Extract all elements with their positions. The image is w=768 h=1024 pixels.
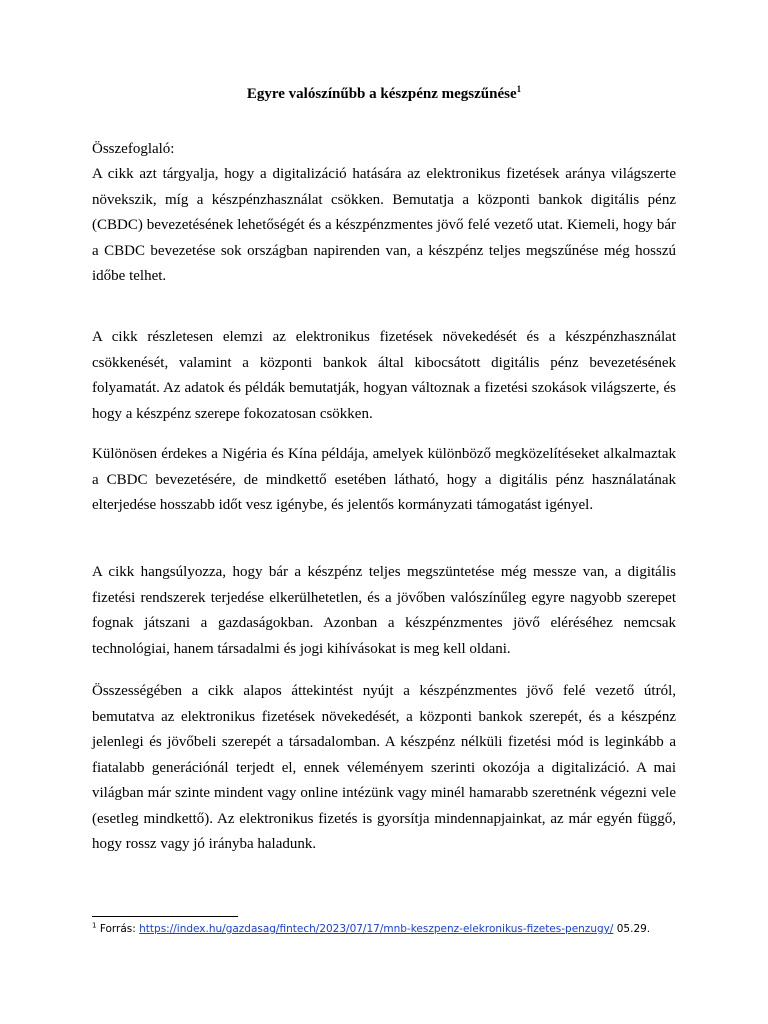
body-paragraph-4: Összességében a cikk alapos áttekintést nyújt a készpénzmentes jövő felé vezető útról, bemutatva az elektronikus fizetések növekedését, a központi bankok szerepét, és a készpénz jelenlegi és jövőbeli szerepét a társadalomban. A készpénz nélküli fizetési mód is leginkább a fiatalabb generációnál terjedt el, ennek véleményem szerinti okozója a digitalizáció. A mai világban már szinte mindent vagy online intézünk vagy minél hamarabb szeretnénk végezni vele (esetleg mindkettő). Az elektronikus fizetés is gyorsítja mindennapjainkat, az már egyén függő, hogy rossz vagy jó irányba haladunk. <box>92 683 676 852</box>
body-paragraph-2: Különösen érdekes a Nigéria és Kína példája, amelyek különböző megközelítéseket alkalmaztak a CBDC bevezetésére, de mindkettő esetében látható, hogy a digitális pénz használatának elterjedése hosszabb időt vesz igénybe, és jelentős kormányzati támogatást igényel. <box>92 446 676 513</box>
summary-paragraph: A cikk azt tárgyalja, hogy a digitalizáció hatására az elektronikus fizetések aránya világszerte növekszik, míg a készpénzhasználat csökken. Bemutatja a központi bankok digitális pénz (CBDC) bevezetésének lehetőségét és a készpénzmentes jövő felé vezető utat. Kiemeli, hogy bár a CBDC bevezetése sok országban napirenden van, a készpénz teljes megszűnése még hosszú időbe telhet. <box>92 166 676 284</box>
body-paragraph-3: A cikk hangsúlyozza, hogy bár a készpénz teljes megszüntetése még messze van, a digitális fizetési rendszerek terjedése elkerülhetetlen, és a jövőben valószínűleg egyre nagyobb szerepet fognak játszani a gazdaságokban. Azonban a készpénzmentes jövő eléréséhez nemcsak technológiai, hanem társadalmi és jogi kihívásokat is meg kell oldani. <box>92 564 676 657</box>
summary-label: Összefoglaló: <box>92 141 175 157</box>
footnote <box>92 922 692 936</box>
footnote-date: 05.29. <box>616 923 651 935</box>
document-title <box>92 84 676 104</box>
body-paragraph-1: A cikk részletesen elemzi az elektronikus fizetések növekedését és a készpénzhasználat csökkenését, valamint a központi bankok által kibocsátott digitális pénz bevezetésének folyamatát. Az adatok és példák bemutatják, hogyan változnak a fizetési szokások világszerte, és hogy a készpénz szerepe fokozatosan csökken. <box>92 329 676 422</box>
title-footnote-mark[interactable]: 1 <box>516 84 522 94</box>
footnote-mark: 1 <box>92 921 97 930</box>
title-text: Egyre valószínűbb a készpénz megszűnése <box>246 86 517 102</box>
footnote-prefix: Forrás: <box>99 923 136 935</box>
footnote-separator <box>92 916 238 917</box>
footnote-source-link[interactable]: https://index.hu/gazdasag/fintech/2023/07/17/mnb-keszpenz-elekronikus-fizetes-penzugy/ <box>139 923 614 935</box>
